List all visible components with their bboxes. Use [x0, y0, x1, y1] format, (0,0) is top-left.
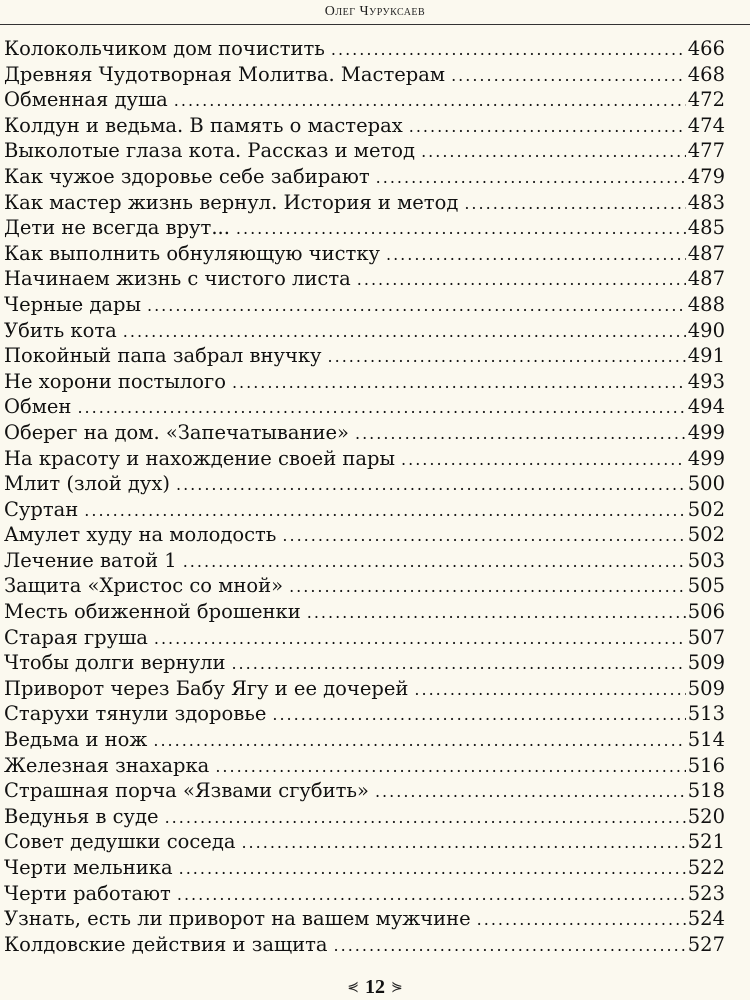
toc-leader-dots	[307, 600, 686, 626]
toc-entry	[4, 420, 725, 446]
toc-entry-page: 520	[687, 804, 725, 828]
toc-entry-page: 477	[687, 139, 725, 163]
toc-entry	[4, 292, 725, 318]
toc-entry-title: Приворот через Бабу Ягу и ее дочерей	[4, 676, 409, 700]
toc-leader-dots	[282, 523, 685, 549]
toc-entry-page: 502	[687, 523, 725, 547]
toc-entry	[4, 753, 725, 779]
toc-entry	[4, 599, 725, 625]
toc-entry-title: Черти мельника	[4, 856, 173, 879]
toc-entry-page: 523	[687, 881, 725, 905]
toc-leader-dots	[272, 702, 685, 728]
toc-entry-title: Выколотые глаза кота. Рассказ и метод	[4, 139, 416, 163]
toc-entry	[4, 113, 725, 139]
toc-leader-dots	[231, 651, 685, 677]
toc-entry	[4, 727, 725, 753]
toc-leader-dots	[154, 626, 686, 652]
toc-entry-title: Совет дедушки соседа	[4, 830, 236, 854]
toc-leader-dots	[123, 319, 686, 345]
toc-entry	[4, 190, 725, 216]
toc-entry	[4, 369, 725, 395]
toc-entry	[4, 266, 725, 292]
toc-entry-page: 487	[687, 241, 725, 265]
toc-entry-page: 468	[687, 62, 725, 86]
toc-entry-page: 507	[687, 625, 725, 649]
toc-entry-page: 509	[687, 651, 725, 675]
toc-entry-page: 487	[687, 267, 725, 291]
toc-entry-title: Суртан	[4, 497, 79, 521]
toc-entry-title: Черные дары	[4, 292, 141, 316]
toc-leader-dots	[421, 139, 686, 165]
toc-leader-dots	[232, 370, 686, 396]
ornament-left-icon: ⋞	[347, 980, 359, 995]
toc-leader-dots	[77, 395, 685, 421]
toc-entry-title: Древняя Чудотворная Молитва. Мастерам	[4, 62, 446, 86]
toc-entry-page: 516	[687, 753, 725, 777]
page-footer	[0, 975, 750, 1000]
toc-entry-title: Старая груша	[4, 625, 148, 649]
toc-entry	[4, 36, 725, 62]
toc-entry	[4, 906, 725, 932]
toc-entry	[4, 548, 725, 574]
toc-entry-title: Обмен	[4, 395, 72, 419]
toc-entry-page: 500	[687, 472, 725, 496]
toc-entry-page: 483	[687, 190, 725, 214]
toc-entry-title: Черти работают	[4, 881, 171, 905]
toc-entry-title: Чтобы долги вернули	[4, 651, 226, 675]
toc-leader-dots	[289, 574, 686, 600]
toc-entry	[4, 855, 725, 881]
toc-entry-page: 479	[687, 164, 725, 188]
toc-entry-page: 522	[687, 856, 725, 879]
toc-leader-dots	[241, 830, 685, 856]
toc-leader-dots	[355, 421, 686, 447]
toc-entry-page: 506	[687, 600, 725, 624]
toc-entry	[4, 829, 725, 855]
toc-entry-title: Лечение ватой 1	[4, 548, 177, 572]
toc-entry-page: 494	[687, 395, 725, 419]
ornament-right-icon: ⋟	[391, 980, 403, 995]
toc-leader-dots	[177, 882, 686, 908]
toc-entry	[4, 471, 725, 497]
toc-leader-dots	[414, 677, 685, 703]
author-name: Олег Чуруксаев	[324, 4, 426, 19]
toc-entry-title: Старухи тянули здоровье	[4, 702, 267, 726]
toc-entry-title: Защита «Христос со мной»	[4, 574, 284, 598]
toc-entry-title: На красоту и нахождение своей пары	[4, 446, 396, 470]
toc-leader-dots	[174, 88, 686, 114]
toc-leader-dots	[357, 267, 686, 293]
toc-leader-dots	[183, 549, 686, 575]
toc-entry	[4, 676, 725, 702]
toc-leader-dots	[409, 114, 686, 140]
toc-entry-title: Как мастер жизнь вернул. История и метод	[4, 190, 459, 214]
toc-entry-page: 514	[687, 728, 725, 752]
toc-leader-dots	[328, 344, 686, 370]
toc-leader-dots	[236, 216, 686, 242]
toc-entry	[4, 138, 725, 164]
toc-entry-page: 505	[687, 574, 725, 598]
toc-entry	[4, 650, 725, 676]
toc-leader-dots	[375, 779, 686, 805]
toc-entry-page: 485	[687, 216, 725, 240]
toc-entry-title: Ведьма и нож	[4, 728, 148, 752]
toc-leader-dots	[477, 907, 686, 933]
toc-entry-title: Железная знахарка	[4, 753, 210, 777]
toc-leader-dots	[331, 37, 686, 63]
toc-leader-dots	[215, 754, 685, 780]
toc-entry	[4, 701, 725, 727]
toc-entry-page: 518	[687, 779, 725, 803]
toc-entry-title: Колдовские действия и защита	[4, 932, 328, 956]
toc-entry	[4, 241, 725, 267]
toc-leader-dots	[401, 447, 686, 473]
header-rule	[0, 24, 750, 25]
toc-entry-page: 503	[687, 548, 725, 572]
running-header	[0, 0, 750, 26]
toc-leader-dots	[451, 63, 686, 89]
toc-entry	[4, 318, 725, 344]
toc-entry-title: Страшная порча «Язвами сгубить»	[4, 779, 369, 803]
toc-entry-title: Ведунья в суде	[4, 804, 159, 828]
toc-entry-page: 491	[687, 344, 725, 368]
toc-leader-dots	[376, 165, 686, 191]
toc-entry-page: 502	[687, 497, 725, 521]
toc-entry-page: 524	[687, 907, 725, 931]
toc-entry-title: Как выполнить обнуляющую чистку	[4, 241, 380, 265]
toc-entry	[4, 497, 725, 523]
toc-leader-dots	[84, 498, 685, 524]
toc-entry	[4, 932, 725, 958]
toc-leader-dots	[147, 293, 686, 319]
toc-entry	[4, 215, 725, 241]
toc-entry	[4, 804, 725, 830]
toc-entry-page: 466	[687, 37, 725, 60]
toc-entry-title: Убить кота	[4, 318, 117, 342]
toc-leader-dots	[165, 805, 686, 831]
toc-entry	[4, 522, 725, 548]
toc-entry-title: Как чужое здоровье себе забирают	[4, 164, 370, 188]
toc-leader-dots	[153, 728, 685, 754]
toc-entry	[4, 778, 725, 804]
toc-entry-title: Узнать, есть ли приворот на вашем мужчине	[4, 907, 471, 931]
toc-entry-page: 509	[687, 676, 725, 700]
toc-entry-title: Покойный папа забрал внучку	[4, 344, 322, 368]
toc-entry-title: Начинаем жизнь с чистого листа	[4, 267, 351, 291]
toc-entry-page: 493	[687, 369, 725, 393]
toc-leader-dots	[334, 933, 686, 959]
toc-entry-title: Месть обиженной брошенки	[4, 600, 301, 624]
toc-entry	[4, 62, 725, 88]
toc-entry-page: 513	[687, 702, 725, 726]
toc-entry-title: Колдун и ведьма. В память о мастерах	[4, 113, 403, 137]
toc-entry-title: Амулет худу на молодость	[4, 523, 277, 547]
toc-entry	[4, 87, 725, 113]
toc-entry	[4, 164, 725, 190]
toc-leader-dots	[386, 242, 686, 268]
toc-entry-title: Дети не всегда врут...	[4, 216, 230, 240]
toc-leader-dots	[176, 472, 686, 498]
toc-entry-title: Млит (злой дух)	[4, 472, 170, 496]
toc-entry-page: 472	[687, 88, 725, 112]
toc-entry-page: 488	[687, 292, 725, 316]
table-of-contents	[4, 36, 725, 957]
toc-leader-dots	[464, 191, 685, 217]
toc-entry	[4, 625, 725, 651]
toc-entry-page: 499	[687, 446, 725, 470]
toc-entry-page: 499	[687, 420, 725, 444]
toc-entry	[4, 343, 725, 369]
toc-entry	[4, 881, 725, 907]
toc-entry-title: Обменная душа	[4, 88, 168, 112]
toc-entry-page: 474	[687, 113, 725, 137]
toc-leader-dots	[179, 856, 686, 882]
toc-entry	[4, 573, 725, 599]
toc-entry-title: Не хорони постылого	[4, 369, 226, 393]
toc-entry-title: Колокольчиком дом почистить	[4, 37, 325, 60]
toc-entry-title: Оберег на дом. «Запечатывание»	[4, 420, 349, 444]
toc-entry-page: 490	[687, 318, 725, 342]
toc-entry	[4, 394, 725, 420]
toc-entry	[4, 446, 725, 472]
page-number: 12	[365, 976, 385, 998]
toc-entry-page: 521	[687, 830, 725, 854]
toc-entry-page: 527	[687, 932, 725, 956]
